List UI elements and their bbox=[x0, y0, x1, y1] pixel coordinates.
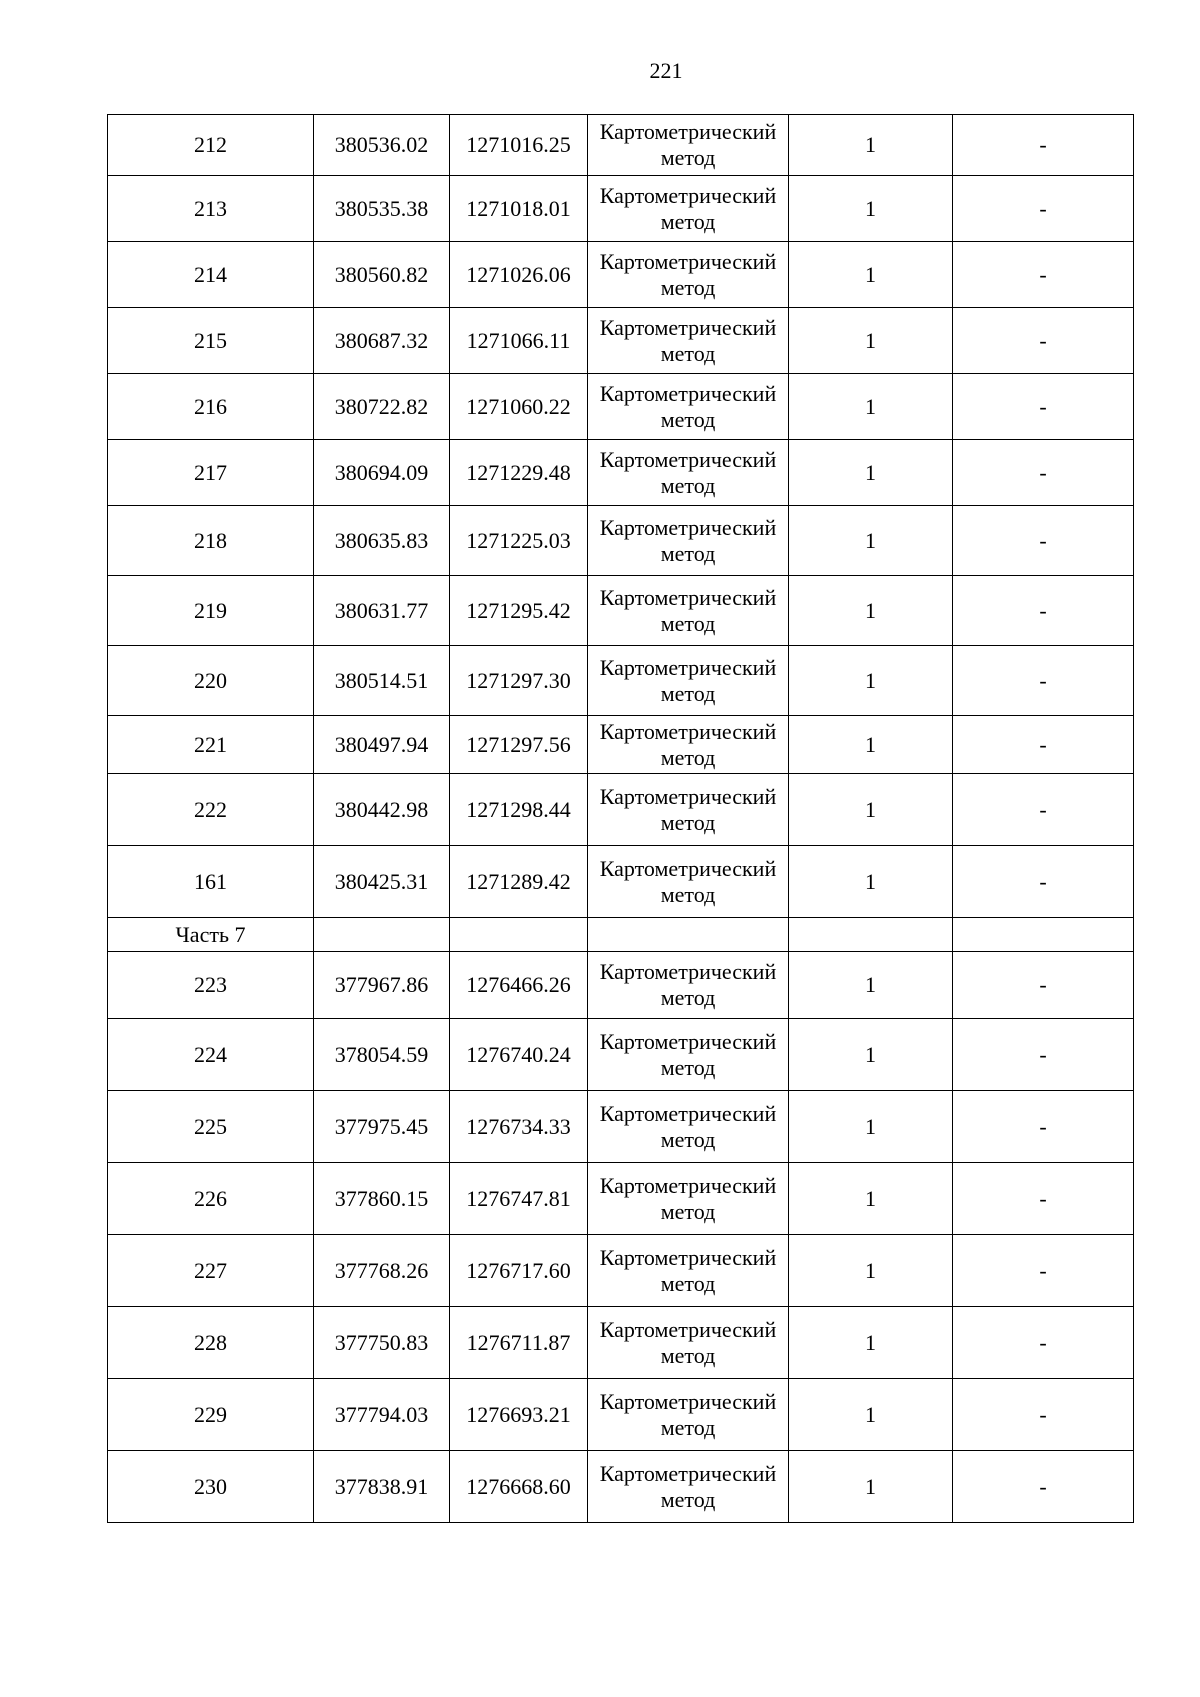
y-coordinate-cell: 1271026.06 bbox=[450, 242, 588, 308]
table-row bbox=[108, 308, 1134, 374]
method-line-2: метод bbox=[660, 985, 716, 1010]
note-cell: - bbox=[953, 1307, 1134, 1379]
table-row bbox=[108, 716, 1134, 774]
y-coordinate-cell: 1276734.33 bbox=[450, 1091, 588, 1163]
y-coordinate-cell: 1276466.26 bbox=[450, 952, 588, 1019]
note-cell: - bbox=[953, 115, 1134, 176]
method-line-1: Картометрический bbox=[599, 783, 777, 809]
x-coordinate-cell: 380442.98 bbox=[314, 774, 450, 846]
method-line-1: Картометрический bbox=[599, 514, 777, 540]
method-line-2: метод bbox=[660, 540, 716, 566]
method-line-1: Картометрический bbox=[599, 119, 777, 144]
part-label-cell: Часть 7 bbox=[108, 918, 314, 952]
empty-cell bbox=[588, 918, 789, 952]
table-row bbox=[108, 1019, 1134, 1091]
point-number-cell: 229 bbox=[108, 1379, 314, 1451]
method-cell bbox=[588, 115, 789, 176]
accuracy-cell: 1 bbox=[789, 1451, 953, 1523]
table-row bbox=[108, 115, 1134, 176]
x-coordinate-cell: 380722.82 bbox=[314, 374, 450, 440]
method-cell bbox=[588, 576, 789, 646]
method-line-1: Картометрический bbox=[599, 1244, 777, 1270]
accuracy-cell: 1 bbox=[789, 374, 953, 440]
x-coordinate-cell: 380497.94 bbox=[314, 716, 450, 774]
accuracy-cell: 1 bbox=[789, 1235, 953, 1307]
x-coordinate-cell: 380694.09 bbox=[314, 440, 450, 506]
table-row bbox=[108, 1091, 1134, 1163]
method-line-1: Картометрический bbox=[599, 855, 777, 881]
accuracy-cell: 1 bbox=[789, 1091, 953, 1163]
y-coordinate-cell: 1276717.60 bbox=[450, 1235, 588, 1307]
table-row bbox=[108, 646, 1134, 716]
method-line-2: метод bbox=[660, 744, 716, 770]
x-coordinate-cell: 380535.38 bbox=[314, 176, 450, 242]
note-cell: - bbox=[953, 646, 1134, 716]
method-cell bbox=[588, 1451, 789, 1523]
note-cell: - bbox=[953, 1451, 1134, 1523]
table-row bbox=[108, 176, 1134, 242]
empty-cell bbox=[953, 918, 1134, 952]
method-cell bbox=[588, 1379, 789, 1451]
method-cell bbox=[588, 646, 789, 716]
method-line-1: Картометрический bbox=[599, 959, 777, 984]
method-cell bbox=[588, 774, 789, 846]
empty-cell bbox=[314, 918, 450, 952]
y-coordinate-cell: 1271297.56 bbox=[450, 716, 588, 774]
method-cell bbox=[588, 506, 789, 576]
point-number-cell: 224 bbox=[108, 1019, 314, 1091]
method-line-2: метод bbox=[660, 1486, 716, 1512]
point-number-cell: 217 bbox=[108, 440, 314, 506]
method-line-2: метод bbox=[660, 208, 716, 234]
method-cell bbox=[588, 242, 789, 308]
x-coordinate-cell: 380425.31 bbox=[314, 846, 450, 918]
point-number-cell: 212 bbox=[108, 115, 314, 176]
method-cell bbox=[588, 1235, 789, 1307]
method-cell bbox=[588, 952, 789, 1019]
accuracy-cell: 1 bbox=[789, 1019, 953, 1091]
x-coordinate-cell: 377768.26 bbox=[314, 1235, 450, 1307]
point-number-cell: 215 bbox=[108, 308, 314, 374]
note-cell: - bbox=[953, 506, 1134, 576]
x-coordinate-cell: 380536.02 bbox=[314, 115, 450, 176]
method-line-1: Картометрический bbox=[599, 248, 777, 274]
x-coordinate-cell: 380514.51 bbox=[314, 646, 450, 716]
point-number-cell: 230 bbox=[108, 1451, 314, 1523]
accuracy-cell: 1 bbox=[789, 1163, 953, 1235]
accuracy-cell: 1 bbox=[789, 308, 953, 374]
point-number-cell: 220 bbox=[108, 646, 314, 716]
point-number-cell: 214 bbox=[108, 242, 314, 308]
accuracy-cell: 1 bbox=[789, 176, 953, 242]
method-line-1: Картометрический bbox=[599, 182, 777, 208]
method-line-2: метод bbox=[660, 274, 716, 300]
y-coordinate-cell: 1276711.87 bbox=[450, 1307, 588, 1379]
method-cell bbox=[588, 308, 789, 374]
accuracy-cell: 1 bbox=[789, 440, 953, 506]
accuracy-cell: 1 bbox=[789, 115, 953, 176]
table-row bbox=[108, 1379, 1134, 1451]
note-cell: - bbox=[953, 774, 1134, 846]
point-number-cell: 161 bbox=[108, 846, 314, 918]
note-cell: - bbox=[953, 1019, 1134, 1091]
method-line-1: Картометрический bbox=[599, 1100, 777, 1126]
method-line-2: метод bbox=[660, 1342, 716, 1368]
table-row bbox=[108, 1163, 1134, 1235]
table-row bbox=[108, 1451, 1134, 1523]
method-line-1: Картометрический bbox=[599, 380, 777, 406]
table-row bbox=[108, 242, 1134, 308]
method-line-1: Картометрический bbox=[599, 1028, 777, 1054]
accuracy-cell: 1 bbox=[789, 242, 953, 308]
method-line-2: метод bbox=[660, 406, 716, 432]
note-cell: - bbox=[953, 1379, 1134, 1451]
table-row bbox=[108, 374, 1134, 440]
x-coordinate-cell: 377967.86 bbox=[314, 952, 450, 1019]
note-cell: - bbox=[953, 846, 1134, 918]
method-cell bbox=[588, 1307, 789, 1379]
y-coordinate-cell: 1271018.01 bbox=[450, 176, 588, 242]
method-line-1: Картометрический bbox=[599, 654, 777, 680]
point-number-cell: 213 bbox=[108, 176, 314, 242]
method-line-1: Картометрический bbox=[599, 314, 777, 340]
y-coordinate-cell: 1271016.25 bbox=[450, 115, 588, 176]
y-coordinate-cell: 1271289.42 bbox=[450, 846, 588, 918]
y-coordinate-cell: 1271295.42 bbox=[450, 576, 588, 646]
method-cell bbox=[588, 374, 789, 440]
point-number-cell: 228 bbox=[108, 1307, 314, 1379]
accuracy-cell: 1 bbox=[789, 846, 953, 918]
x-coordinate-cell: 380635.83 bbox=[314, 506, 450, 576]
method-line-1: Картометрический bbox=[599, 446, 777, 472]
table-row bbox=[108, 576, 1134, 646]
method-cell bbox=[588, 176, 789, 242]
y-coordinate-cell: 1276740.24 bbox=[450, 1019, 588, 1091]
note-cell: - bbox=[953, 440, 1134, 506]
method-cell bbox=[588, 1091, 789, 1163]
note-cell: - bbox=[953, 1163, 1134, 1235]
note-cell: - bbox=[953, 242, 1134, 308]
y-coordinate-cell: 1271066.11 bbox=[450, 308, 588, 374]
method-cell bbox=[588, 1163, 789, 1235]
page-number: 221 bbox=[649, 58, 683, 83]
note-cell: - bbox=[953, 176, 1134, 242]
accuracy-cell: 1 bbox=[789, 646, 953, 716]
method-line-2: метод bbox=[660, 472, 716, 498]
note-cell: - bbox=[953, 716, 1134, 774]
method-line-1: Картометрический bbox=[599, 1460, 777, 1486]
y-coordinate-cell: 1271060.22 bbox=[450, 374, 588, 440]
x-coordinate-cell: 380560.82 bbox=[314, 242, 450, 308]
x-coordinate-cell: 377750.83 bbox=[314, 1307, 450, 1379]
x-coordinate-cell: 377794.03 bbox=[314, 1379, 450, 1451]
note-cell: - bbox=[953, 1091, 1134, 1163]
y-coordinate-cell: 1271297.30 bbox=[450, 646, 588, 716]
method-line-1: Картометрический bbox=[599, 718, 777, 744]
method-cell bbox=[588, 716, 789, 774]
empty-cell bbox=[450, 918, 588, 952]
method-line-2: метод bbox=[660, 1198, 716, 1224]
method-line-2: метод bbox=[660, 1126, 716, 1152]
table-row bbox=[108, 440, 1134, 506]
accuracy-cell: 1 bbox=[789, 1307, 953, 1379]
point-number-cell: 223 bbox=[108, 952, 314, 1019]
coordinates-table bbox=[107, 114, 1134, 1523]
empty-cell bbox=[789, 918, 953, 952]
accuracy-cell: 1 bbox=[789, 952, 953, 1019]
point-number-cell: 222 bbox=[108, 774, 314, 846]
method-line-2: метод bbox=[660, 881, 716, 907]
table-row bbox=[108, 506, 1134, 576]
method-line-1: Картометрический bbox=[599, 584, 777, 610]
method-cell bbox=[588, 1019, 789, 1091]
table-row bbox=[108, 1235, 1134, 1307]
x-coordinate-cell: 380631.77 bbox=[314, 576, 450, 646]
note-cell: - bbox=[953, 576, 1134, 646]
accuracy-cell: 1 bbox=[789, 774, 953, 846]
method-line-1: Картометрический bbox=[599, 1316, 777, 1342]
point-number-cell: 226 bbox=[108, 1163, 314, 1235]
table-row bbox=[108, 774, 1134, 846]
method-line-2: метод bbox=[660, 1054, 716, 1080]
y-coordinate-cell: 1276668.60 bbox=[450, 1451, 588, 1523]
y-coordinate-cell: 1271225.03 bbox=[450, 506, 588, 576]
point-number-cell: 221 bbox=[108, 716, 314, 774]
point-number-cell: 227 bbox=[108, 1235, 314, 1307]
y-coordinate-cell: 1276747.81 bbox=[450, 1163, 588, 1235]
method-line-1: Картометрический bbox=[599, 1388, 777, 1414]
accuracy-cell: 1 bbox=[789, 506, 953, 576]
part-header-row bbox=[108, 918, 1134, 952]
point-number-cell: 218 bbox=[108, 506, 314, 576]
method-line-1: Картометрический bbox=[599, 1172, 777, 1198]
note-cell: - bbox=[953, 374, 1134, 440]
x-coordinate-cell: 377860.15 bbox=[314, 1163, 450, 1235]
method-line-2: метод bbox=[660, 1270, 716, 1296]
y-coordinate-cell: 1271229.48 bbox=[450, 440, 588, 506]
table-row bbox=[108, 952, 1134, 1019]
note-cell: - bbox=[953, 1235, 1134, 1307]
method-line-2: метод bbox=[660, 680, 716, 706]
method-line-2: метод bbox=[660, 340, 716, 366]
method-line-2: метод bbox=[660, 1414, 716, 1440]
method-line-2: метод bbox=[660, 610, 716, 636]
method-cell bbox=[588, 440, 789, 506]
note-cell: - bbox=[953, 308, 1134, 374]
x-coordinate-cell: 377975.45 bbox=[314, 1091, 450, 1163]
point-number-cell: 219 bbox=[108, 576, 314, 646]
table-row bbox=[108, 1307, 1134, 1379]
point-number-cell: 216 bbox=[108, 374, 314, 440]
x-coordinate-cell: 380687.32 bbox=[314, 308, 450, 374]
x-coordinate-cell: 377838.91 bbox=[314, 1451, 450, 1523]
x-coordinate-cell: 378054.59 bbox=[314, 1019, 450, 1091]
y-coordinate-cell: 1271298.44 bbox=[450, 774, 588, 846]
table-row bbox=[108, 846, 1134, 918]
point-number-cell: 225 bbox=[108, 1091, 314, 1163]
method-line-2: метод bbox=[660, 809, 716, 835]
accuracy-cell: 1 bbox=[789, 576, 953, 646]
note-cell: - bbox=[953, 952, 1134, 1019]
accuracy-cell: 1 bbox=[789, 716, 953, 774]
method-cell bbox=[588, 846, 789, 918]
accuracy-cell: 1 bbox=[789, 1379, 953, 1451]
y-coordinate-cell: 1276693.21 bbox=[450, 1379, 588, 1451]
method-line-2: метод bbox=[660, 145, 716, 170]
